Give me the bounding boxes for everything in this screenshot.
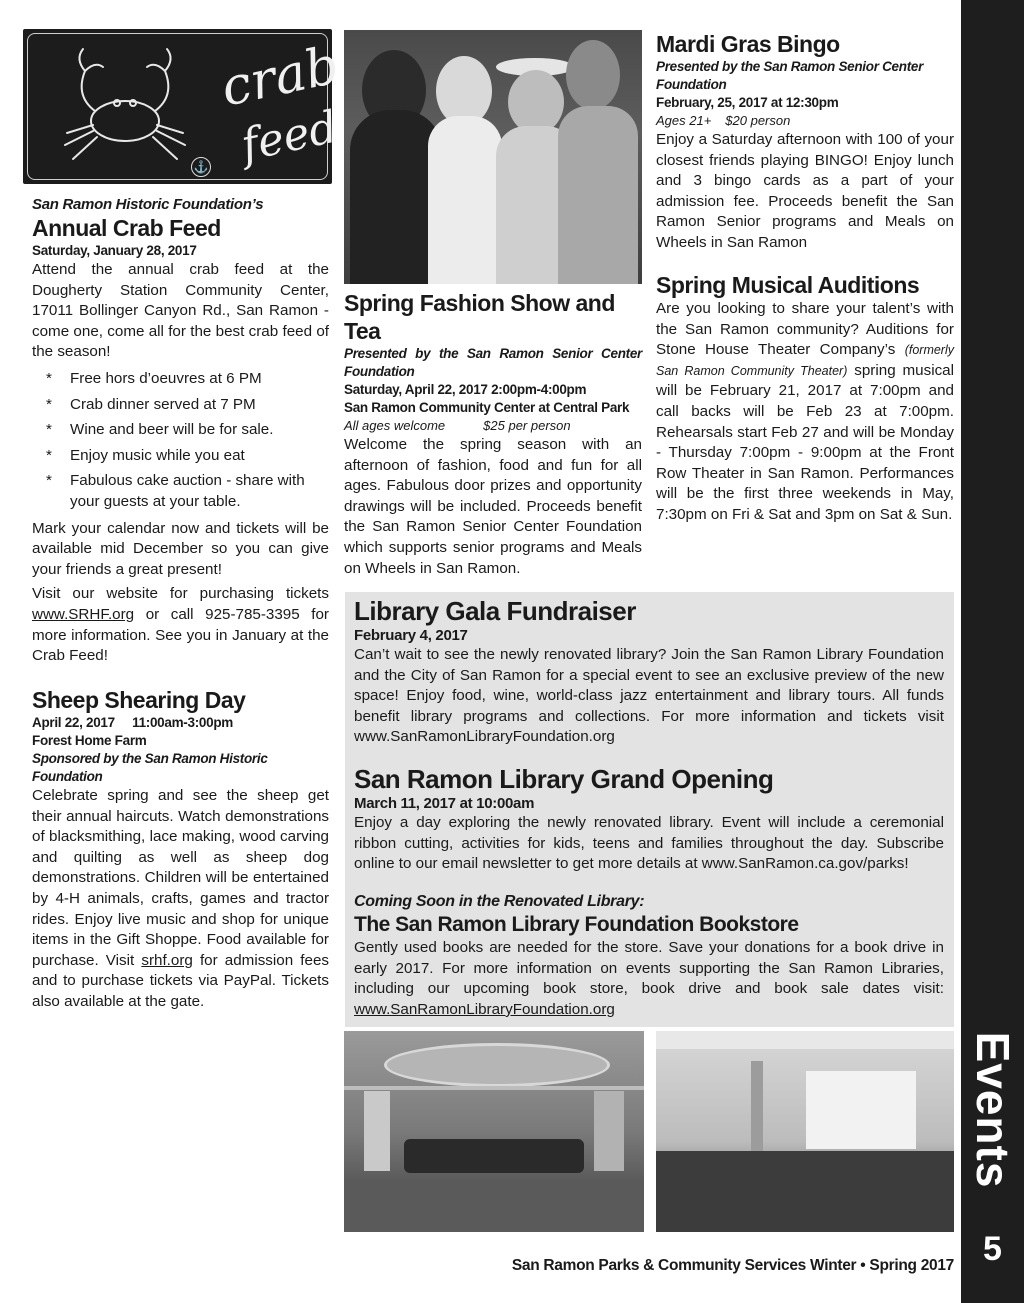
fashion-show-photo <box>344 30 642 284</box>
fashion-admission <box>344 417 642 435</box>
section-label: Events <box>966 1031 1019 1189</box>
fashion-ages: All ages welcome <box>344 418 446 433</box>
library-foundation-link[interactable]: www.SanRamonLibraryFoundation.org <box>354 1000 615 1018</box>
library-room-photo <box>656 1031 954 1232</box>
crab-feed-intro: Attend the annual crab feed at the Dougherty Station Community Center, 17011 Bollinger Canyon Rd., San Ramon - come one, come all for the best crab feed of the season! <box>32 261 329 361</box>
crab-logo-word-crab: crab <box>216 35 345 119</box>
sheep-section <box>32 686 329 1013</box>
bullet-marker: * <box>46 369 52 387</box>
bingo-price: $20 person <box>725 113 791 128</box>
fashion-body: Welcome the spring season with an afternoon of fashion, food and fun for all ages. Fabulous door prizes and opportunity drawings will be included. Proceeds benefit the San Ramon Senior Center Foundation which supports senior programs and Meals on Wheels in San Ramon. <box>344 436 642 577</box>
grand-opening-date: March 11, 2017 at 10:00am <box>354 795 535 812</box>
bookstore-title: The San Ramon Library Foundation Bookstore <box>354 913 799 936</box>
auditions-body: Are you looking to share your talent’s with the San Ramon community? Auditions for Stone House Theater Company’s (formerly San Ramon Community Theater) spring musical will be February 21, 2017 at 7:00pm and call backs will be Feb 23 at 7:00pm. Rehearsals start Feb 27 and will be Monday - Thursday 7:00pm - 9:00pm at the Front Row Theater in San Ramon. Performances will be the first three weekends in May, 7:30pm on Fri & Sat and 3pm on Sat & Sun. <box>656 300 954 523</box>
grand-opening-title: San Ramon Library Grand Opening <box>354 764 774 794</box>
bingo-title: Mardi Gras Bingo <box>656 31 840 57</box>
gala-date: February 4, 2017 <box>354 627 468 644</box>
auditions-title: Spring Musical Auditions <box>656 272 920 298</box>
sheep-sponsor: Sponsored by the San Ramon Historic Foundation <box>32 751 268 784</box>
srhf-link[interactable]: srhf.org <box>141 951 193 969</box>
sheep-title: Sheep Shearing Day <box>32 687 246 713</box>
bookstore-body: Gently used books are needed for the store. Save your donations for a book drive in early 2017. For more information on events supporting the San Ramon Libraries, including our upcoming book store, book drive and book sale dates visit: www.SanRamonLibraryFoundation.org <box>354 939 944 1018</box>
gala-section <box>354 596 944 748</box>
crab-feed-bullets <box>32 369 329 513</box>
fashion-location: San Ramon Community Center at Central Park <box>344 400 630 415</box>
sheep-location: Forest Home Farm <box>32 733 147 748</box>
bingo-presenter: Presented by the San Ramon Senior Center Foundation <box>656 59 924 92</box>
auditions-section <box>656 271 954 526</box>
bullet-marker: * <box>46 395 52 413</box>
bullet-marker: * <box>46 472 52 490</box>
fashion-section <box>344 289 642 579</box>
crab-feed-date: Saturday, January 28, 2017 <box>32 243 197 258</box>
sheep-date-time: April 22, 2017 11:00am-3:00pm <box>32 715 233 730</box>
list-item: * Crab dinner served at 7 PM <box>32 395 329 416</box>
crab-illustration-icon <box>45 41 205 171</box>
bullet-marker: * <box>46 446 52 464</box>
list-item: * Fabulous cake auction - share with your guests at your table. <box>46 472 305 510</box>
fashion-title: Spring Fashion Show and Tea <box>344 290 615 344</box>
crab-feed-tickets-note: Mark your calendar now and tickets will be available mid December so you can give your friends a great present! <box>32 519 329 578</box>
gala-title: Library Gala Fundraiser <box>354 596 636 626</box>
page-number: 5 <box>983 1230 1002 1268</box>
bookstore-kicker: Coming Soon in the Renovated Library: <box>354 893 645 910</box>
list-item: * Free hors d’oeuvres at 6 PM <box>32 369 329 390</box>
bingo-admission <box>656 112 954 130</box>
crab-feed-title: Annual Crab Feed <box>32 215 221 241</box>
bingo-date-time: February, 25, 2017 at 12:30pm <box>656 95 839 110</box>
srhf-website-link[interactable]: www.SRHF.org <box>32 605 135 623</box>
bingo-ages: Ages 21+ <box>656 113 712 128</box>
gala-body: Can’t wait to see the newly renovated library? Join the San Ramon Library Foundation and the City of San Ramon for a special event to see an exclusive preview of the new space! Enjoy food, wine, world-class jazz entertainment and library tours. All funds benefit library programs and collections. For more information and tickets visit www.SanRamonLibraryFoundation.org <box>354 646 944 746</box>
bookstore-section <box>354 891 944 1020</box>
page-footer: San Ramon Parks & Community Services Winter • Spring 2017 <box>511 1257 954 1274</box>
fashion-price: $25 per person <box>483 418 571 433</box>
list-item: * Enjoy music while you eat <box>32 446 329 467</box>
grand-opening-body: Enjoy a day exploring the newly renovated library. Event will include a ceremonial ribbon cutting, activities for kids, teens and families throughout the day. Subscribe online to our email newsletter to get more details at www.SanRamon.ca.gov/parks! <box>354 814 944 873</box>
sheep-body: Celebrate spring and see the sheep get their annual haircuts. Watch demonstrations of blacksmithing, lace making, wood carving and quilting as well as sheep dog demonstrations. Children will be entertained by 4-H animals, crafts, games and tractor rides. Enjoy live music and shop for unique items in the Gift Shoppe. Food available for purchase. Visit srhf.org for admission fees and to purchase tickets via PayPal. Tickets also available at the gate. <box>32 787 329 1010</box>
bingo-body: Enjoy a Saturday afternoon with 100 of your closest friends playing BINGO! Enjoy lunch and 3 bingo cards as a part of your admission fee. Proceeds benefit the San Ramon Senior programs and Meals on Wheels in San Ramon <box>656 131 954 251</box>
section-sidebar <box>961 0 1024 1303</box>
anchor-icon: ⚓ <box>191 157 211 177</box>
list-item: * Wine and beer will be for sale. <box>32 420 329 441</box>
fashion-presenter: Presented by the San Ramon Senior Center Foundation <box>344 346 642 379</box>
crab-feed-section <box>32 196 329 667</box>
auditions-former-name: (formerly San Ramon Community Theater) <box>656 343 954 378</box>
crab-feed-presenter: San Ramon Historic Foundation’s <box>32 196 264 213</box>
fashion-date-time: Saturday, April 22, 2017 2:00pm-4:00pm <box>344 382 587 397</box>
crab-logo-word-feed: feed <box>236 101 342 172</box>
grand-opening-section <box>354 764 944 875</box>
crab-feed-logo <box>23 29 345 184</box>
library-desk-photo <box>344 1031 644 1232</box>
bullet-marker: * <box>46 421 52 439</box>
bingo-section <box>656 30 954 254</box>
crab-feed-contact: Visit our website for purchasing tickets www.SRHF.org or call 925-785-3395 for more information. See you in January at the Crab Feed! <box>32 585 329 665</box>
